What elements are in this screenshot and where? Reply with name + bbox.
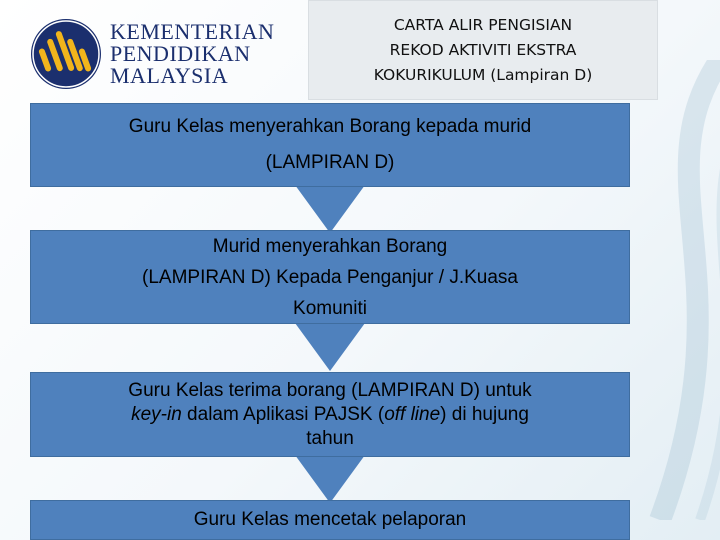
step-3-offline-term: off line	[384, 403, 441, 425]
logo-line-3: MALAYSIA	[110, 63, 229, 88]
step-1-line-2: (LAMPIRAN D)	[265, 152, 395, 173]
step-3-line-2	[131, 403, 529, 427]
step-3-keyin-term: key-in	[131, 403, 182, 425]
step-2-line-2: (LAMPIRAN D) Kepada Penganjur / J.Kuasa	[142, 266, 518, 288]
flow-step-4	[30, 500, 630, 540]
flow-step-3	[30, 372, 630, 457]
flow-step-2	[30, 230, 630, 324]
step-1-line-1: Guru Kelas menyerahkan Borang kepada murid	[128, 116, 532, 137]
title-line-2: REKOD AKTIVITI EKSTRA	[389, 40, 577, 59]
step-2-line-3: Komuniti	[293, 297, 367, 319]
flow-arrow-2-to-3	[295, 323, 365, 371]
logo-line-2: PENDIDIKAN	[110, 41, 251, 66]
flow-step-1	[30, 103, 630, 187]
step-3-line-3: tahun	[306, 427, 354, 449]
flow-arrow-3-to-4	[295, 455, 365, 503]
step-3-line-2-mid: dalam Aplikasi PAJSK (	[181, 403, 385, 425]
ministry-emblem-icon	[30, 18, 102, 90]
logo-wordmark	[110, 21, 274, 87]
title-line-1: CARTA ALIR PENGISIAN	[393, 15, 573, 34]
ministry-logo	[30, 14, 300, 94]
step-3-line-2-end: ) di hujung	[440, 403, 529, 425]
logo-line-1: KEMENTERIAN	[110, 19, 275, 44]
step-3-line-1: Guru Kelas terima borang (LAMPIRAN D) untuk	[128, 379, 532, 401]
step-2-line-1: Murid menyerahkan Borang	[212, 235, 448, 257]
step-4-line-1: Guru Kelas mencetak pelaporan	[193, 509, 467, 530]
flow-arrow-1-to-2	[295, 185, 365, 233]
flowchart-title	[308, 0, 658, 100]
title-line-3: KOKURIKULUM (Lampiran D)	[373, 65, 593, 84]
